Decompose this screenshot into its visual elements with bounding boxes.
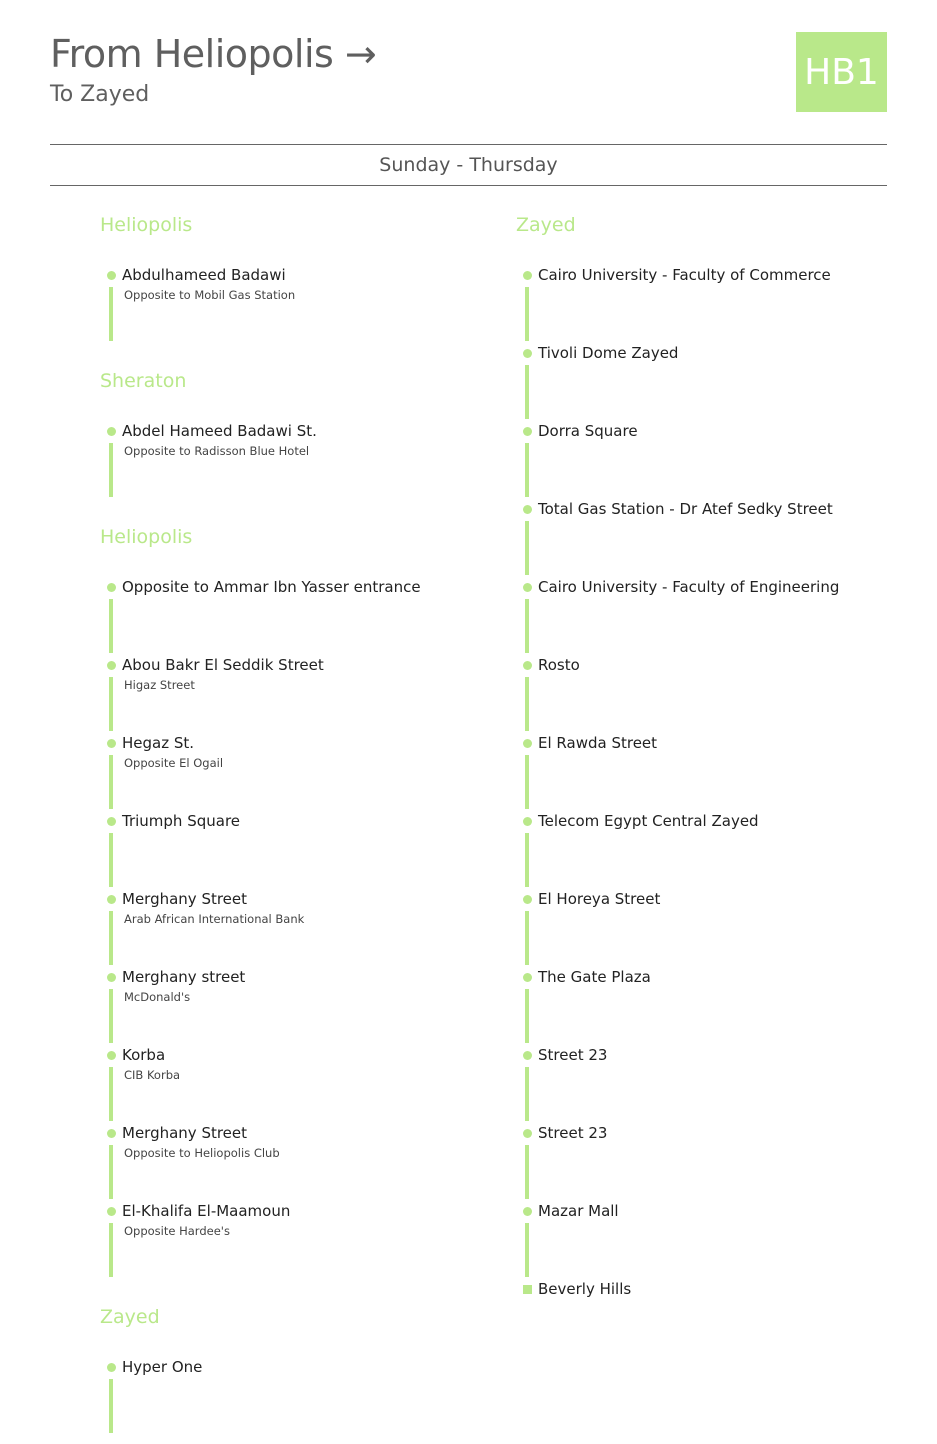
route-line [109,1145,113,1199]
stop-name: Rosto [538,656,580,674]
route-line [109,599,113,653]
route-line [525,599,529,653]
stop-item [100,264,480,342]
stop-name: Cairo University - Faculty of Engineering [538,578,840,596]
stop-item [516,888,896,966]
stop-item [100,1356,480,1434]
stop-item [100,810,480,888]
stop-name: Beverly Hills [538,1280,632,1298]
stop-name: El Rawda Street [538,734,658,752]
stop-item [100,732,480,810]
schedule-days [50,144,887,186]
stop-name: Abdel Hameed Badawi St. [122,422,317,440]
stop-marker-icon [523,349,532,358]
stop-name: Mazar Mall [538,1202,619,1220]
route-line [525,365,529,419]
stop-item [516,654,896,732]
stop-name: Abou Bakr El Seddik Street [122,656,324,674]
area-heading: Heliopolis [100,214,193,236]
stop-marker-icon [107,973,116,982]
area-heading: Heliopolis [100,526,193,548]
route-line [109,1223,113,1277]
stop-landmark: Opposite Hardee's [124,1224,230,1238]
stop-marker-icon [107,583,116,592]
route-line [109,911,113,965]
route-line [525,1067,529,1121]
stop-item [516,342,896,420]
stop-name: Tivoli Dome Zayed [538,344,679,362]
area-heading: Zayed [516,214,576,236]
route-line [109,1067,113,1121]
route-line [525,1145,529,1199]
route-line [525,287,529,341]
stop-name: Abdulhameed Badawi [122,266,286,284]
stop-item [516,1122,896,1200]
stop-marker-icon [107,661,116,670]
route-line [525,521,529,575]
route-line [525,677,529,731]
stop-landmark: McDonald's [124,990,191,1004]
stop-item [516,966,896,1044]
stop-marker-icon [107,271,116,280]
stop-item [516,498,896,576]
stop-item [516,732,896,810]
final-stop-marker-icon [523,1285,532,1294]
route-line [109,677,113,731]
left-stop-list [100,214,480,1434]
stop-item [516,576,896,654]
stop-item [516,1200,896,1278]
stop-name: Merghany Street [122,890,248,908]
stop-marker-icon [523,739,532,748]
route-line [109,1379,113,1433]
right-stop-list [516,214,896,1356]
area-heading: Zayed [100,1306,160,1328]
stop-marker-icon [523,1129,532,1138]
stop-item [516,420,896,498]
stop-name: Korba [122,1046,166,1064]
stop-marker-icon [107,1129,116,1138]
stop-item [516,1278,896,1356]
stop-marker-icon [107,1051,116,1060]
stop-marker-icon [107,739,116,748]
stop-name: Cairo University - Faculty of Commerce [538,266,831,284]
route-line [109,833,113,887]
route-line [109,989,113,1043]
stop-marker-icon [107,427,116,436]
stop-item [516,264,896,342]
stop-item [516,1044,896,1122]
route-line [525,443,529,497]
route-line [525,1223,529,1277]
stop-name: El-Khalifa El-Maamoun [122,1202,291,1220]
stop-name: Telecom Egypt Central Zayed [538,812,759,830]
stop-item [100,420,480,498]
stop-landmark: Arab African International Bank [124,912,305,926]
stop-name: El Horeya Street [538,890,661,908]
stop-item [100,654,480,732]
stop-name: The Gate Plaza [538,968,651,986]
stop-name: Dorra Square [538,422,638,440]
route-line [109,287,113,341]
stop-landmark: Opposite El Ogail [124,756,224,770]
stop-name: Opposite to Ammar Ibn Yasser entrance [122,578,421,596]
stop-landmark: Opposite to Radisson Blue Hotel [124,444,310,458]
stop-name: Street 23 [538,1046,608,1064]
stop-name: Triumph Square [122,812,241,830]
stop-item [100,1200,480,1278]
stop-name: Hyper One [122,1358,203,1376]
stop-marker-icon [523,895,532,904]
stop-name: Street 23 [538,1124,608,1142]
stop-landmark: Opposite to Heliopolis Club [124,1146,280,1160]
stop-name: Merghany street [122,968,246,986]
stop-marker-icon [523,817,532,826]
page-title: From Heliopolis → [50,32,377,76]
route-code-badge: HB1 [796,32,887,112]
stop-marker-icon [523,505,532,514]
route-line [525,989,529,1043]
stop-landmark: Higaz Street [124,678,195,692]
stop-item [100,1044,480,1122]
stop-item [100,888,480,966]
stop-marker-icon [523,583,532,592]
stop-marker-icon [523,1207,532,1216]
route-line [525,833,529,887]
route-line [109,443,113,497]
stop-name: Hegaz St. [122,734,195,752]
stop-item [100,966,480,1044]
stop-marker-icon [523,973,532,982]
stop-item [516,810,896,888]
stop-marker-icon [523,271,532,280]
area-heading: Sheraton [100,370,187,392]
route-line [525,755,529,809]
stop-marker-icon [107,817,116,826]
stop-landmark: CIB Korba [124,1068,181,1082]
route-line [525,911,529,965]
stop-marker-icon [107,1363,116,1372]
stop-marker-icon [107,895,116,904]
stop-marker-icon [523,1051,532,1060]
stop-item [100,576,480,654]
page-subtitle: To Zayed [50,82,150,107]
stop-name: Merghany Street [122,1124,248,1142]
stop-marker-icon [523,427,532,436]
days-label: Sunday - Thursday [379,154,558,176]
route-line [109,755,113,809]
stop-name: Total Gas Station - Dr Atef Sedky Street [538,500,833,518]
stop-landmark: Opposite to Mobil Gas Station [124,288,296,302]
stop-marker-icon [107,1207,116,1216]
stop-marker-icon [523,661,532,670]
stop-item [100,1122,480,1200]
